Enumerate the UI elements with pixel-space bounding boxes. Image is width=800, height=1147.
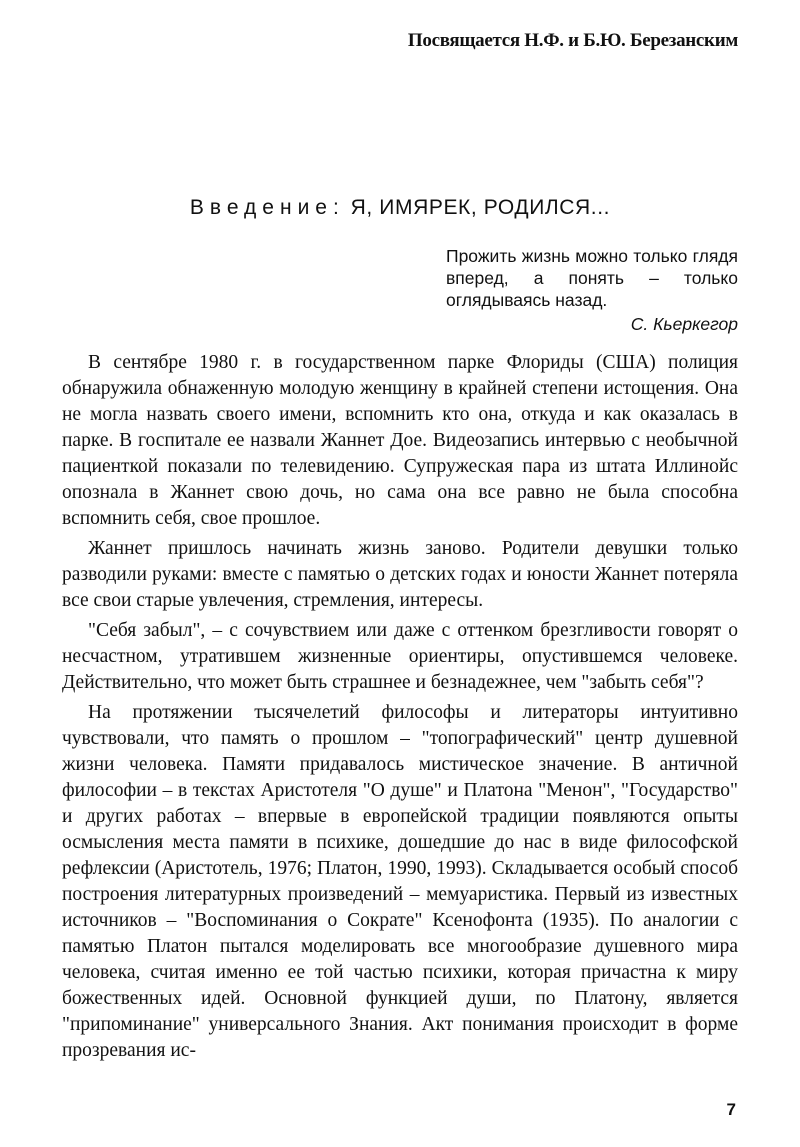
dedication-line: Посвящается Н.Ф. и Б.Ю. Березанским [407,30,738,51]
chapter-heading [0,196,800,220]
body-text [62,350,738,1068]
page-number: 7 [726,1100,736,1119]
epigraph-author: С. Кьеркегор [630,314,738,334]
paragraph: На протяжении тысячелетий философы и литераторы интуитивно чувствовали, что память о прошлом – "топографический" центр душевной жизни человека. Памяти придавалось мистическое значение. В античной философии – в текстах Аристотеля "О душе" и Платона "Менон", "Государство" и других работах – впервые в европейской традиции появляются опыты осмысления места памяти в психике, дошедшие до нас в виде философской рефлексии (Аристотель, 1976; Платон, 1990, 1993). Складывается особый способ построения литературных произведений – мемуаристика. Первый из известных источников – "Воспоминания о Сократе" Ксенофонта (1935). По аналогии с памятью Платон пытался моделировать все многообразие душевного мира человека, считая именно ее той частью психики, которая причастна к миру божественных идей. Основной функцией души, по Платону, является "припоминание" универсального Знания. Акт понимания происходит в форме прозревания ис- [62,702,738,1061]
chapter-title: Я, ИМЯРЕК, РОДИЛСЯ... [350,196,611,219]
epigraph-quote: Прожить жизнь можно только глядя вперед, а понять – только оглядываясь назад. [446,246,738,310]
epigraph [446,245,738,335]
paragraph: Жаннет пришлось начинать жизнь заново. Родители девушки только разводили руками: вместе с памятью о детских годах и юности Жаннет потеряла все свои старые увлечения, стремления, интересы. [62,538,738,611]
paragraph: "Себя забыл", – с сочувствием или даже с оттенком брезгливости говорят о несчастном, утратившем жизненные ориентиры, опустившемся человеке. Действительно, что может быть страшнее и безнадежнее, чем "забыть себя"? [62,620,738,693]
paragraph: В сентябре 1980 г. в государственном парке Флориды (США) полиция обнаружила обнаженную молодую женщину в крайней степени истощения. Она не могла назвать своего имени, вспомнить кто она, откуда и как оказалась в парке. В госпитале ее назвали Жаннет Дое. Видеозапись интервью с необычной пациенткой показали по телевидению. Супружеская пара из штата Иллинойс опознала в Жаннет свою дочь, но сама она все равно не была способна вспомнить себя, свое прошлое. [62,352,738,529]
chapter-label: Введение: [189,196,345,219]
